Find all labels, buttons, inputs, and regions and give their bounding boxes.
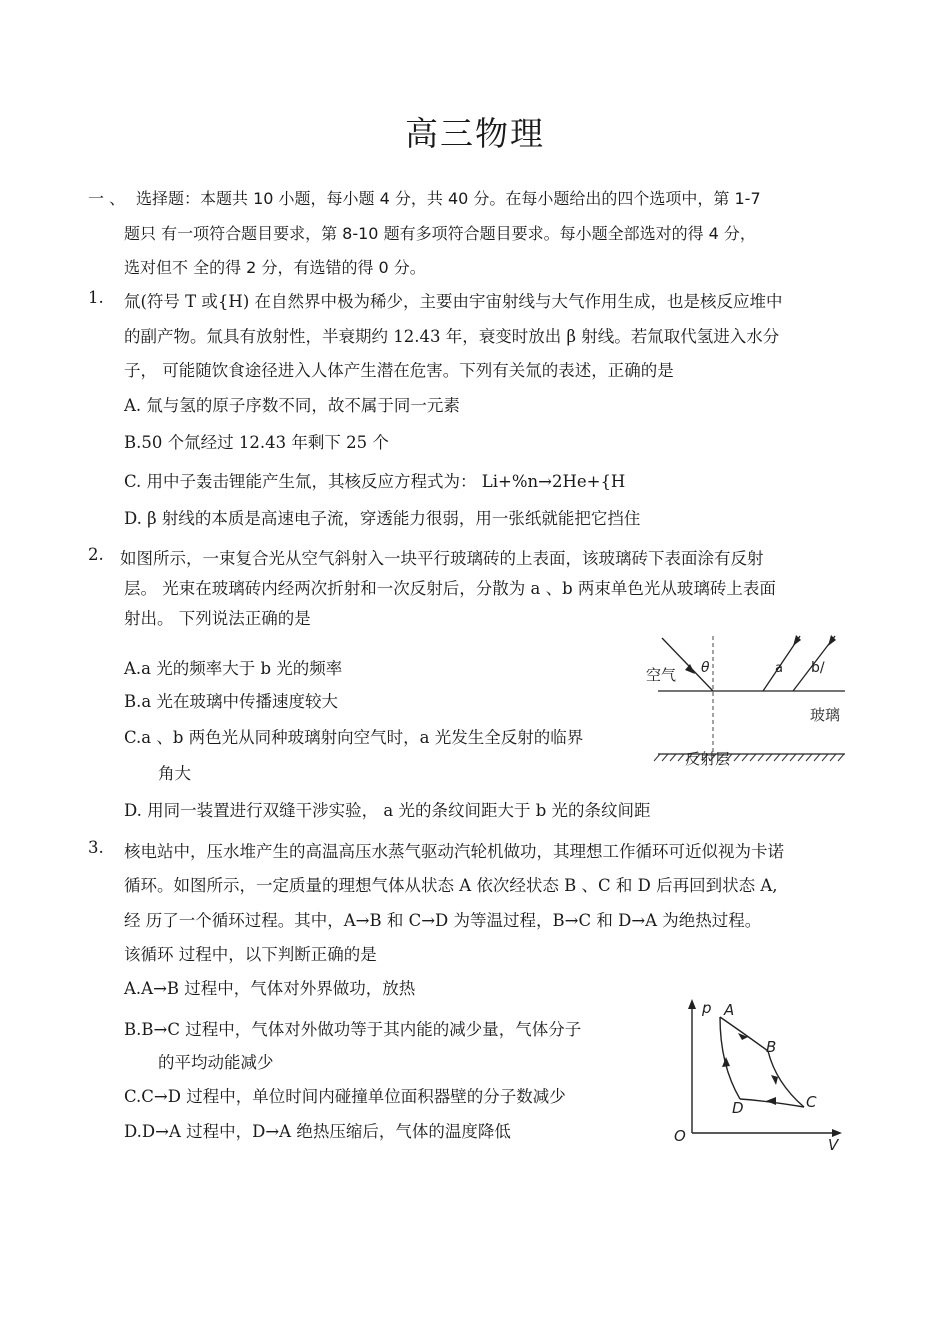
page-title: 高三物理: [405, 114, 545, 153]
option-b: B.B→C 过程中，气体对外做功等于其内能的减少量，气体分子: [124, 1020, 582, 1039]
label-p: p: [702, 999, 712, 1017]
question-stem-line: 如图所示，一束复合光从空气斜射入一块平行玻璃砖的上表面，该玻璃砖下表面涂有反射: [120, 549, 764, 568]
label-air: 空气: [646, 666, 677, 684]
option-b: B.50 个氚经过 12.43 年剩下 25 个: [124, 433, 389, 452]
question-stem-line: 经 历了一个循环过程。其中，A→B 和 C→D 为等温过程，B→C 和 D→A 为绝热过程。: [124, 911, 762, 930]
section-line-1: 选择题：本题共 10 小题，每小题 4 分，共 40 分。在每小题给出的四个选项中，第 1-7: [136, 189, 761, 208]
label-state-c: C: [806, 1093, 817, 1111]
option-d: D. 用同一装置进行双缝干涉实验， a 光的条纹间距大于 b 光的条纹间距: [124, 801, 651, 820]
option-d: D. β 射线的本质是高速电子流，穿透能力很弱，用一张纸就能把它挡住: [124, 509, 641, 528]
option-c: C.C→D 过程中，单位时间内碰撞单位面积器壁的分子数减少: [124, 1087, 566, 1106]
section-line-3: 选对但不 全的得 2 分，有选错的得 0 分。: [124, 258, 426, 277]
label-state-b: B: [766, 1038, 777, 1056]
option-c-continued: 角大: [158, 764, 191, 783]
label-theta: θ: [701, 660, 710, 676]
pv-diagram: [668, 995, 848, 1155]
label-v: V: [828, 1136, 839, 1154]
section-number: 一 、: [88, 189, 126, 208]
question-stem-line: 子， 可能随饮食途径进入人体产生潜在危害。下列有关氚的表述，正确的是: [124, 361, 674, 380]
label-origin: O: [674, 1127, 686, 1145]
label-a: a: [775, 661, 783, 676]
curve-a-b: [720, 1017, 768, 1051]
incident-arrow-icon: [685, 664, 695, 674]
arrow-b-c-icon: [771, 1075, 778, 1085]
question-stem-line: 层。 光束在玻璃砖内经两次折射和一次反射后，分散为 a 、b 两束单色光从玻璃砖上表面: [124, 579, 776, 598]
option-a: A. 氚与氢的原子序数不同，故不属于同一元素: [124, 396, 460, 415]
question-stem-line: 射出。 下列说法正确的是: [124, 609, 311, 628]
option-c: C.a 、b 两色光从同种玻璃射向空气时，a 光发生全反射的临界: [124, 728, 584, 747]
question-number: 1.: [88, 288, 104, 307]
question-stem-line: 该循环 过程中，以下判断正确的是: [124, 945, 377, 964]
label-state-a: A: [724, 1001, 735, 1019]
option-a: A.A→B 过程中，气体对外界做功，放热: [124, 979, 416, 998]
question-number: 2.: [88, 545, 104, 564]
glass-brick-figure: [640, 630, 850, 775]
label-glass: 玻璃: [810, 706, 841, 724]
arrow-d-a-icon: [722, 1057, 730, 1067]
question-number: 3.: [88, 838, 104, 857]
option-a: A.a 光的频率大于 b 光的频率: [124, 659, 343, 678]
question-stem-line: 的副产物。氚具有放射性，半衰期约 12.43 年，衰变时放出 β 射线。若氚取代氢进入水分: [124, 327, 780, 346]
arrow-a-b-icon: [738, 1033, 748, 1040]
label-state-d: D: [732, 1099, 744, 1117]
option-b: B.a 光在玻璃中传播速度较大: [124, 692, 338, 711]
label-reflective-layer: 反射层: [685, 750, 731, 768]
option-b-continued: 的平均动能减少: [158, 1053, 274, 1072]
arrow-c-d-icon: [766, 1097, 776, 1105]
option-c: C. 用中子轰击锂能产生氚，其核反应方程式为： Li+%n→2He+{H: [124, 472, 626, 491]
question-stem-line: 循环。如图所示，一定质量的理想气体从状态 A 依次经状态 B 、C 和 D 后再回到状态 A,: [124, 876, 778, 895]
hatching: [654, 754, 844, 761]
p-axis-arrow-icon: [688, 999, 696, 1009]
section-line-2: 题只 有一项符合题目要求，第 8-10 题有多项符合题目要求。每小题全部选对的得 4 分，: [124, 224, 756, 243]
question-stem-line: 氚(符号 T 或{H) 在自然界中极为稀少，主要由宇宙射线与大气作用生成，也是核反应堆中: [124, 292, 783, 311]
label-b: b/: [811, 660, 825, 676]
question-stem-line: 核电站中，压水堆产生的高温高压水蒸气驱动汽轮机做功，其理想工作循环可近似视为卡诺: [124, 842, 784, 861]
option-d: D.D→A 过程中，D→A 绝热压缩后，气体的温度降低: [124, 1122, 511, 1141]
